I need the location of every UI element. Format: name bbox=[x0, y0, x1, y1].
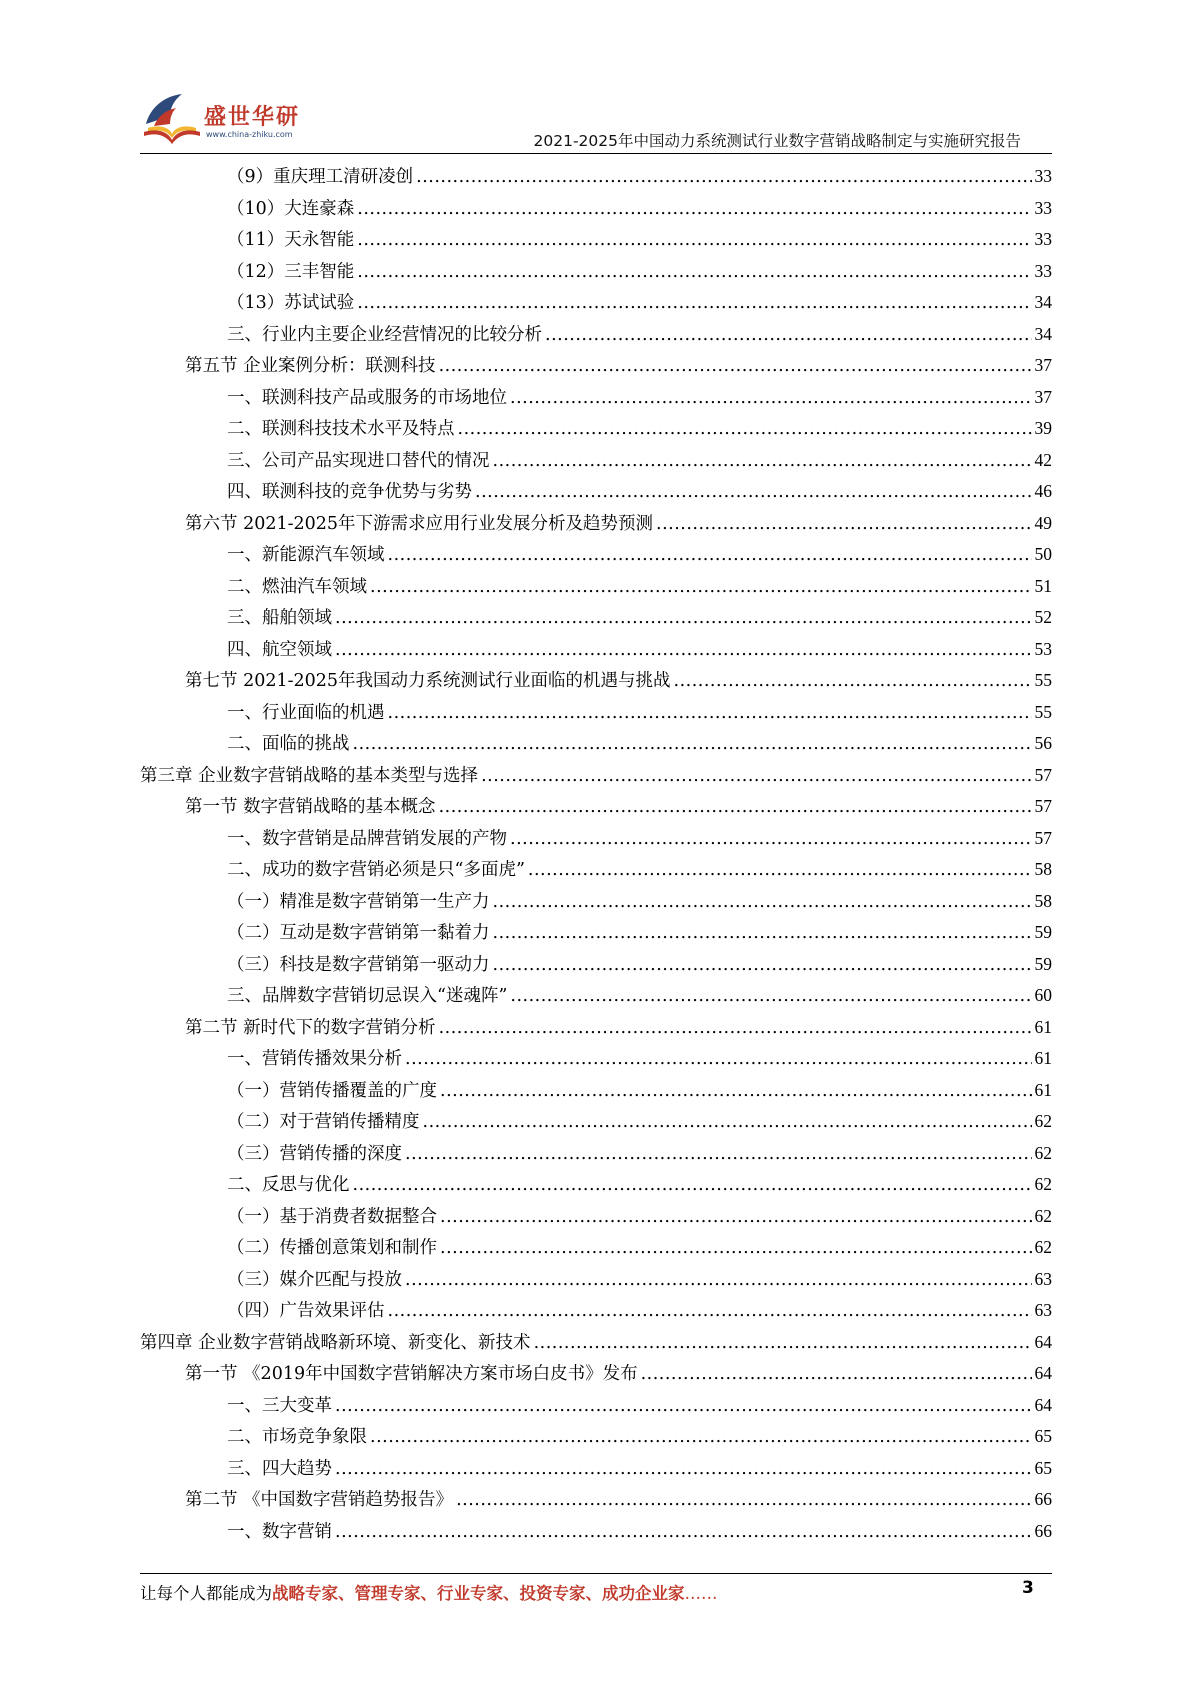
toc-entry-page: 51 bbox=[1034, 575, 1052, 596]
toc-entry-title: 第三章 企业数字营销战略的基本类型与选择 bbox=[140, 765, 479, 786]
toc-leader-dots bbox=[335, 1454, 1032, 1486]
toc-entry[interactable] bbox=[140, 917, 1052, 949]
toc-leader-dots bbox=[510, 383, 1032, 415]
toc-entry-title: （四）广告效果评估 bbox=[227, 1301, 385, 1321]
toc-leader-dots bbox=[656, 509, 1031, 541]
toc-entry-page: 62 bbox=[1034, 1237, 1052, 1257]
toc-entry-page: 55 bbox=[1034, 701, 1052, 722]
toc-entry[interactable] bbox=[140, 287, 1052, 319]
toc-entry-title: （三）营销传播的深度 bbox=[227, 1143, 402, 1164]
toc-entry-title: 第六节 2021-2025年下游需求应用行业发展分析及趋势预测 bbox=[185, 513, 654, 534]
toc-leader-dots bbox=[493, 918, 1032, 950]
toc-leader-dots bbox=[439, 351, 1032, 383]
toc-leader-dots bbox=[481, 761, 1031, 793]
toc-entry-page: 57 bbox=[1034, 827, 1052, 848]
toc-entry-title: 二、燃油汽车领域 bbox=[227, 576, 367, 597]
toc-entry-page: 65 bbox=[1034, 1426, 1052, 1446]
toc-entry-page: 60 bbox=[1034, 985, 1052, 1005]
toc-entry-title: （9）重庆理工清研凌创 bbox=[227, 167, 414, 187]
toc-entry-title: 二、联测科技技术水平及特点 bbox=[227, 419, 455, 439]
toc-entry-page: 64 bbox=[1034, 1331, 1052, 1352]
toc-entry-page: 50 bbox=[1034, 544, 1052, 564]
toc-entry-title: （11）天永智能 bbox=[227, 230, 355, 250]
toc-entry[interactable] bbox=[140, 1169, 1052, 1201]
footer-slogan-prefix: 让每个人都能成为 bbox=[140, 1584, 272, 1603]
toc-entry[interactable] bbox=[140, 193, 1052, 225]
toc-leader-dots bbox=[440, 1233, 1032, 1265]
toc-entry-title: （12）三丰智能 bbox=[227, 261, 355, 282]
toc-leader-dots bbox=[357, 288, 1031, 320]
toc-entry-page: 57 bbox=[1034, 764, 1052, 785]
toc-entry-title: （三）科技是数字营销第一驱动力 bbox=[227, 954, 490, 975]
toc-entry-title: 一、数字营销是品牌营销发展的产物 bbox=[227, 828, 507, 849]
toc-entry[interactable] bbox=[140, 445, 1052, 477]
toc-leader-dots bbox=[493, 950, 1032, 982]
footer-divider bbox=[140, 1573, 1052, 1574]
toc-entry-page: 63 bbox=[1034, 1300, 1052, 1320]
toc-entry[interactable] bbox=[140, 728, 1052, 760]
toc-entry-page: 33 bbox=[1034, 229, 1052, 249]
toc-entry-title: 一、行业面临的机遇 bbox=[227, 702, 385, 723]
toc-entry-title: （10）大连豪森 bbox=[227, 198, 355, 219]
toc-leader-dots bbox=[641, 1359, 1032, 1391]
toc-entry-title: 三、四大趋势 bbox=[227, 1458, 332, 1479]
toc-entry-title: 二、市场竞争象限 bbox=[227, 1427, 367, 1447]
toc-leader-dots bbox=[458, 414, 1032, 446]
toc-entry[interactable] bbox=[140, 791, 1052, 823]
toc-entry-title: 一、三大变革 bbox=[227, 1395, 332, 1416]
toc-entry[interactable] bbox=[140, 1516, 1052, 1548]
toc-entry-title: 第一节 《2019年中国数字营销解决方案市场白皮书》发布 bbox=[185, 1364, 638, 1384]
toc-entry[interactable] bbox=[140, 571, 1052, 603]
toc-leader-dots bbox=[335, 1391, 1032, 1423]
toc-leader-dots bbox=[353, 729, 1032, 761]
toc-entry-title: 一、数字营销 bbox=[227, 1521, 332, 1542]
toc-leader-dots bbox=[674, 666, 1032, 698]
toc-entry-title: 第七节 2021-2025年我国动力系统测试行业面临的机遇与挑战 bbox=[185, 671, 671, 691]
toc-entry[interactable] bbox=[140, 823, 1052, 855]
toc-entry-title: 一、联测科技产品或服务的市场地位 bbox=[227, 387, 507, 408]
toc-entry[interactable] bbox=[140, 508, 1052, 540]
toc-leader-dots bbox=[353, 1170, 1032, 1202]
report-title: 2021-2025年中国动力系统测试行业数字营销战略制定与实施研究报告 bbox=[533, 132, 1021, 150]
toc-entry-page: 34 bbox=[1034, 292, 1052, 312]
toc-entry-page: 65 bbox=[1034, 1457, 1052, 1478]
toc-leader-dots bbox=[357, 225, 1031, 257]
toc-entry-title: （一）营销传播覆盖的广度 bbox=[227, 1080, 437, 1101]
toc-entry[interactable] bbox=[140, 1390, 1052, 1422]
toc-leader-dots bbox=[388, 1296, 1032, 1328]
toc-leader-dots bbox=[493, 446, 1032, 478]
toc-entry[interactable] bbox=[140, 1138, 1052, 1170]
toc-entry-page: 39 bbox=[1034, 418, 1052, 438]
toc-entry[interactable] bbox=[140, 256, 1052, 288]
toc-entry-page: 37 bbox=[1034, 386, 1052, 407]
toc-entry[interactable] bbox=[140, 161, 1052, 193]
toc-entry-page: 66 bbox=[1034, 1489, 1052, 1509]
toc-entry-page: 62 bbox=[1034, 1142, 1052, 1163]
toc-entry-page: 63 bbox=[1034, 1268, 1052, 1289]
toc-entry[interactable] bbox=[140, 1358, 1052, 1390]
toc-entry-page: 64 bbox=[1034, 1394, 1052, 1415]
toc-entry-title: （二）传播创意策划和制作 bbox=[227, 1238, 437, 1258]
toc-entry-page: 33 bbox=[1034, 197, 1052, 218]
toc-entry-title: 二、反思与优化 bbox=[227, 1175, 350, 1195]
toc-leader-dots bbox=[456, 1485, 1031, 1517]
toc-entry-title: 三、品牌数字营销切忌误入“迷魂阵” bbox=[227, 986, 508, 1006]
logo-name: 盛世华研 bbox=[204, 105, 301, 130]
toc-entry-page: 62 bbox=[1034, 1174, 1052, 1194]
toc-entry-page: 57 bbox=[1034, 796, 1052, 816]
toc-entry-title: 第一节 数字营销战略的基本概念 bbox=[185, 797, 436, 817]
toc-leader-dots bbox=[475, 477, 1032, 509]
toc-entry-page: 62 bbox=[1034, 1205, 1052, 1226]
toc-entry-page: 55 bbox=[1034, 670, 1052, 690]
toc-leader-dots bbox=[528, 855, 1032, 887]
footer-slogan-ellipsis: …… bbox=[684, 1584, 718, 1603]
toc-leader-dots bbox=[357, 257, 1031, 289]
toc-entry[interactable] bbox=[140, 1453, 1052, 1485]
toc-entry-page: 33 bbox=[1034, 166, 1052, 186]
toc-entry-page: 42 bbox=[1034, 449, 1052, 470]
toc-entry[interactable] bbox=[140, 539, 1052, 571]
toc-entry-title: 二、成功的数字营销必须是只“多面虎” bbox=[227, 860, 525, 880]
toc-leader-dots bbox=[370, 1422, 1032, 1454]
toc-leader-dots bbox=[388, 540, 1032, 572]
toc-leader-dots bbox=[388, 698, 1032, 730]
toc-leader-dots bbox=[335, 1517, 1032, 1549]
toc-entry[interactable] bbox=[140, 476, 1052, 508]
toc-entry[interactable] bbox=[140, 949, 1052, 981]
toc-entry-page: 56 bbox=[1034, 733, 1052, 753]
toc-entry-page: 59 bbox=[1034, 953, 1052, 974]
toc-entry-page: 53 bbox=[1034, 638, 1052, 659]
toc-leader-dots bbox=[405, 1044, 1032, 1076]
toc-entry-page: 59 bbox=[1034, 922, 1052, 942]
toc-leader-dots bbox=[357, 194, 1031, 226]
toc-entry-title: 三、行业内主要企业经营情况的比较分析 bbox=[227, 324, 542, 345]
footer-slogan-highlight: 战略专家、管理专家、行业专家、投资专家、成功企业家 bbox=[272, 1584, 685, 1603]
toc-entry-page: 58 bbox=[1034, 859, 1052, 879]
toc-entry[interactable] bbox=[140, 319, 1052, 351]
toc-entry-title: 第四章 企业数字营销战略新环境、新变化、新技术 bbox=[140, 1332, 531, 1353]
toc-entry-page: 49 bbox=[1034, 512, 1052, 533]
toc-entry-title: （一）精准是数字营销第一生产力 bbox=[227, 891, 490, 912]
toc-leader-dots bbox=[416, 162, 1031, 194]
toc-entry-title: （二）互动是数字营销第一黏着力 bbox=[227, 923, 490, 943]
toc-entry[interactable] bbox=[140, 1201, 1052, 1233]
toc-entry[interactable] bbox=[140, 1484, 1052, 1516]
toc-entry-page: 37 bbox=[1034, 355, 1052, 375]
toc-leader-dots bbox=[439, 1013, 1032, 1045]
toc-entry-title: 三、船舶领域 bbox=[227, 608, 332, 628]
toc-leader-dots bbox=[423, 1107, 1032, 1139]
toc-leader-dots bbox=[405, 1139, 1032, 1171]
company-logo bbox=[140, 82, 320, 148]
toc-leader-dots bbox=[545, 320, 1032, 352]
toc-entry[interactable] bbox=[140, 1012, 1052, 1044]
toc-entry[interactable] bbox=[140, 350, 1052, 382]
toc-entry[interactable] bbox=[140, 413, 1052, 445]
toc-entry-title: （三）媒介匹配与投放 bbox=[227, 1269, 402, 1290]
toc-entry-page: 58 bbox=[1034, 890, 1052, 911]
toc-leader-dots bbox=[370, 572, 1032, 604]
toc-entry-page: 61 bbox=[1034, 1079, 1052, 1100]
toc-entry-title: 四、联测科技的竞争优势与劣势 bbox=[227, 482, 472, 502]
toc-entry[interactable] bbox=[140, 760, 1052, 792]
toc-leader-dots bbox=[493, 887, 1032, 919]
toc-entry-title: （13）苏试试验 bbox=[227, 293, 355, 313]
toc-entry[interactable] bbox=[140, 1295, 1052, 1327]
logo-mark-icon bbox=[140, 82, 204, 146]
toc-entry-title: 第二节 新时代下的数字营销分析 bbox=[185, 1017, 436, 1038]
toc-entry[interactable] bbox=[140, 665, 1052, 697]
toc-entry[interactable] bbox=[140, 697, 1052, 729]
toc-entry-page: 61 bbox=[1034, 1048, 1052, 1068]
header-divider bbox=[140, 153, 1052, 154]
logo-url: www.china-zhiku.com bbox=[206, 130, 293, 139]
toc-entry[interactable] bbox=[140, 1075, 1052, 1107]
toc-entry[interactable] bbox=[140, 980, 1052, 1012]
toc-entry-title: 二、面临的挑战 bbox=[227, 734, 350, 754]
toc-entry-title: 四、航空领域 bbox=[227, 639, 332, 660]
toc-entry[interactable] bbox=[140, 1106, 1052, 1138]
toc-entry-page: 61 bbox=[1034, 1016, 1052, 1037]
toc-entry[interactable] bbox=[140, 1043, 1052, 1075]
toc-entry[interactable] bbox=[140, 634, 1052, 666]
table-of-contents bbox=[140, 161, 1052, 1547]
toc-entry[interactable] bbox=[140, 1421, 1052, 1453]
toc-leader-dots bbox=[534, 1328, 1032, 1360]
toc-entry-title: 三、公司产品实现进口替代的情况 bbox=[227, 450, 490, 471]
toc-leader-dots bbox=[405, 1265, 1032, 1297]
toc-leader-dots bbox=[440, 1202, 1032, 1234]
toc-entry-page: 62 bbox=[1034, 1111, 1052, 1131]
toc-leader-dots bbox=[335, 603, 1032, 635]
toc-leader-dots bbox=[439, 792, 1032, 824]
toc-entry-title: 第二节 《中国数字营销趋势报告》 bbox=[185, 1490, 454, 1510]
toc-leader-dots bbox=[335, 635, 1032, 667]
toc-entry-title: 第五节 企业案例分析：联测科技 bbox=[185, 356, 436, 376]
toc-entry-title: （二）对于营销传播精度 bbox=[227, 1112, 420, 1132]
toc-entry[interactable] bbox=[140, 1264, 1052, 1296]
toc-entry-page: 52 bbox=[1034, 607, 1052, 627]
toc-entry[interactable] bbox=[140, 1327, 1052, 1359]
page-number: 3 bbox=[1022, 1578, 1034, 1598]
toc-entry[interactable] bbox=[140, 224, 1052, 256]
footer-slogan bbox=[140, 1580, 718, 1604]
toc-entry-page: 33 bbox=[1034, 260, 1052, 281]
toc-entry[interactable] bbox=[140, 1232, 1052, 1264]
toc-entry[interactable] bbox=[140, 602, 1052, 634]
toc-leader-dots bbox=[510, 824, 1032, 856]
toc-entry-title: （一）基于消费者数据整合 bbox=[227, 1206, 437, 1227]
toc-entry-page: 64 bbox=[1034, 1363, 1052, 1383]
toc-entry-title: 一、新能源汽车领域 bbox=[227, 545, 385, 565]
toc-entry-page: 34 bbox=[1034, 323, 1052, 344]
toc-leader-dots bbox=[510, 981, 1031, 1013]
toc-entry[interactable] bbox=[140, 886, 1052, 918]
toc-entry-page: 46 bbox=[1034, 481, 1052, 501]
toc-entry[interactable] bbox=[140, 854, 1052, 886]
toc-leader-dots bbox=[440, 1076, 1032, 1108]
toc-entry-page: 66 bbox=[1034, 1520, 1052, 1541]
toc-entry[interactable] bbox=[140, 382, 1052, 414]
page-header bbox=[0, 0, 1191, 160]
toc-entry-title: 一、营销传播效果分析 bbox=[227, 1049, 402, 1069]
